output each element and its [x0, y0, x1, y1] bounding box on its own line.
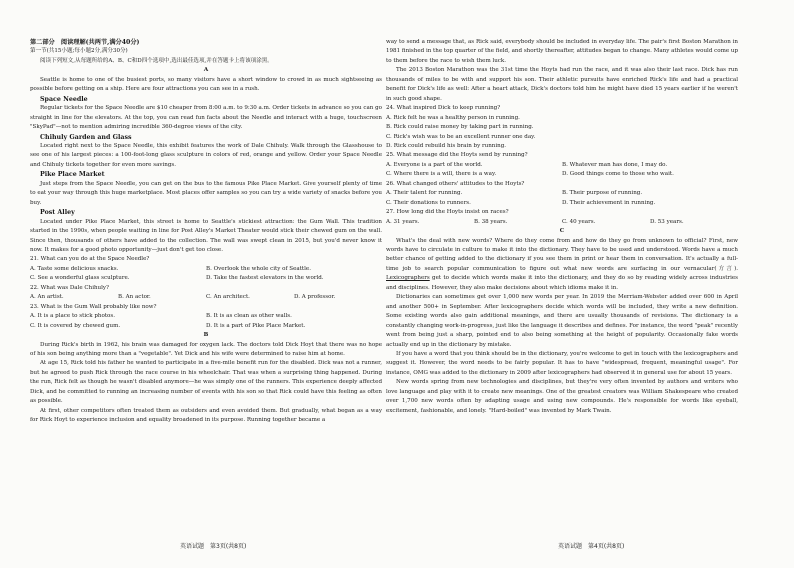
option-24-a: A. Rick felt he was a healthy person in running.	[386, 114, 520, 121]
question-25: 25. What message did the Hoyts send by running?	[386, 152, 528, 159]
option-26-d: D. Their achievement in running.	[562, 199, 656, 206]
paragraph-chihuly: Located right next to the Space Needle, this exhibit features the work of Dale Chihuly. Walk through the Glasshouse to see one of his largest pieces: a 100-foot-long glass sculpture in colors of red, orange and yellow. Order your Space Needle and Chihuly tickets together for even more savings.	[30, 142, 382, 168]
option-25-c: C. Where there is a will, there is a way.	[386, 171, 497, 178]
passage-c-paragraph-4: New words spring from new technologies and disciplines, but they're very often invented by authors and writers who love language and play with it to create new meanings. One of the greatest creators was William Shakespeare who created over 1,700 new words often by adapting usage and using new compounds. He's responsible for words like eyeball, excitement, fashionable, and lonely. "Hard-boiled" was invented by Mark Twain.	[386, 379, 738, 414]
option-27-d: D. 53 years.	[650, 218, 684, 225]
left-column	[30, 38, 382, 426]
option-22-c: C. An architect.	[206, 294, 250, 301]
heading-chihuly: Chihuly Garden and Glass	[40, 133, 132, 141]
passage-b-label: B	[203, 332, 209, 339]
question-25-options-row1	[386, 161, 738, 170]
paragraph-pike-place: Just steps from the Space Needle, you can get on the bus to the famous Pike Place Market. Give yourself plenty of time to eat your way through this huge marketplace. Most places offer samples so you can try a wide variety of snacks before you buy.	[30, 180, 382, 206]
paragraph-space-needle: Regular tickets for the Space Needle are $10 cheaper from 8:00 a.m. to 9:30 a.m. Order tickets in advance so you can go straight in line for the elevators. At the top, you can read fun facts about the Needle and interact with a huge, touchscreen "SkyPad"—not to mention admiring incredible 360-degree views of the city.	[30, 105, 382, 131]
option-21-b: B. Overlook the whole city of Seattle.	[206, 265, 311, 272]
question-27: 27. How long did the Hoyts insist on races?	[386, 209, 509, 216]
option-23-d: D. It is a part of Pike Place Market.	[206, 322, 306, 329]
question-22: 22. What was Dale Chihuly?	[30, 284, 110, 291]
option-23-c: C. It is covered by chewed gum.	[30, 322, 121, 329]
option-27-b: B. 38 years.	[474, 218, 508, 225]
option-24-b: B. Rick could raise money by taking part in running.	[386, 124, 534, 131]
passage-b-paragraph-2: At age 15, Rick told his father he wanted to participate in a five-mile benefit run for the disabled. Dick was not a runner, but he agreed to push Rick through the race course in his wheelchair. That was when a surprising thing happened. During the run, Rick felt as though he wasn't disabled anymore—he was simply one of the runners. This experience deeply affected Dick, and he committed to running an increasing number of events with his son so that Rick could have this feeling as often as possible.	[30, 360, 382, 405]
page-footer-left: 英语试题 第3页(共8页)	[180, 543, 247, 550]
heading-post-alley: Post Alley	[40, 209, 75, 217]
question-23: 23. What is the Gum Wall probably like now?	[30, 303, 157, 310]
question-26-options-row1	[386, 189, 738, 198]
passage-b-paragraph-4: The 2013 Boston Marathon was the 31st time the Hoyts had run the race, and it was also their last race. Dick has run thousands of miles to be with and support his son. Their athletic pursuits have enriched Rick's life and had a practical benefit for Dick's life as well: After a heart attack, Dick's doctors told him he might have died 15 years earlier if he weren't in such good shape.	[386, 67, 738, 102]
page-footer-right: 英语试题 第4页(共8页)	[558, 543, 625, 550]
passage-b-paragraph-3-continued: way to send a message that, as Rick said, everybody should be included in everyday life. The pair's first Boston Marathon in 1981 finished in the top quarter of the field, and shortly thereafter, attitudes began to change. Many athletes would come up to them before the race to wish them luck.	[386, 39, 739, 64]
passage-c-p1-start: What's the deal with new words? Where do they come from and how do they go from unknown to official? First, new words have to circulate in culture to make it into the dictionary. They have to be used and understood. Words have a much better chance of getting added to the dictionary if you see them in print or hear them in conversation. It's actually a full-time job to search popular communication to figure out what new words are surfacing in our vernacular(方言).	[386, 237, 738, 272]
question-25-options-row2	[386, 170, 738, 179]
option-22-b: B. An actor.	[118, 294, 151, 301]
question-22-options	[30, 293, 382, 302]
option-22-d: D. A professor.	[294, 294, 336, 301]
passage-c-paragraph-1	[386, 237, 738, 294]
option-23-b: B. It is as clean as other walls.	[206, 313, 292, 320]
heading-space-needle: Space Needle	[40, 95, 88, 103]
question-21: 21. What can you do at the Space Needle?	[30, 256, 150, 263]
right-column	[386, 38, 738, 416]
option-27-c: C. 40 years.	[562, 218, 596, 225]
instruction-text: 阅读下列短文,从每题所给的A、B、C和D四个选项中,选出最佳选项,并在答题卡上将该项涂黑。	[40, 57, 273, 64]
option-23-a: A. It is a place to stick photos.	[30, 313, 116, 320]
question-21-options-row1	[30, 265, 382, 274]
underlined-word-lexicographers: Lexicographers	[386, 275, 430, 282]
question-26-options-row2	[386, 199, 738, 208]
section-title: 第二部分 阅读理解(共两节,满分40分)	[30, 39, 140, 46]
option-24-c: C. Rick's wish was to be an excellent runner one day.	[386, 133, 536, 140]
option-26-c: C. Their donations to runners.	[386, 199, 471, 206]
passage-a-label: A	[203, 67, 209, 74]
question-23-options-row1	[30, 312, 382, 321]
option-25-d: D. Good things come to those who wait.	[562, 171, 674, 178]
option-22-a: A. An artist.	[30, 294, 64, 301]
passage-c-paragraph-3: If you have a word that you think should be in the dictionary, you're welcome to get in touch with the lexicographers and suggest it. However, the word needs to be fairly popular. It has to have "widespread, frequent, meaningful usage". For instance, OMG was added to the dictionary in 2009 after lexicographers had observed it in general use for about 15 years.	[386, 350, 738, 376]
passage-b-paragraph-3: At first, other competitors often treated them as outsiders and even avoided them. But gradually, what began as a way for Rick Hoyt to experience inclusion and equality broadened in its purpose. Running together became a	[30, 407, 382, 424]
question-26: 26. What changed others' attitudes to the Hoyts?	[386, 180, 525, 187]
option-25-a: A. Everyone is a part of the world.	[386, 161, 483, 168]
option-21-a: A. Taste some delicious snacks.	[30, 265, 119, 272]
option-21-d: D. Take the fastest elevators in the world.	[206, 275, 324, 282]
option-21-c: C. See a wonderful glass sculpture.	[30, 275, 130, 282]
option-26-a: A. Their talent for running.	[386, 190, 463, 197]
question-21-options-row2	[30, 274, 382, 283]
passage-b-paragraph-1: During Rick's birth in 1962, his brain was damaged for oxygen lack. The doctors told Dick Hoyt that there was no hope of his son being anything more than a "vegetable". Yet Dick and his wife were determined to raise him at home.	[30, 341, 382, 357]
paragraph-post-alley: Located under Pike Place Market, this street is home to Seattle's stickiest attraction: the Gum Wall. This tradition started in the 1990s, when people waiting in line for Post Alley's Market Theater would stick their chewed gum on the wall. Since then, thousands of others have added to the collection. The wall was swept clean in 2015, but you'd never know it now. It makes for a good photo opportunity—just don't get too close.	[30, 218, 382, 253]
option-24-d: D. Rick could rebuild his brain by running.	[386, 142, 507, 149]
option-27-a: A. 31 years.	[386, 218, 420, 225]
option-26-b: B. Their purpose of running.	[562, 190, 643, 197]
question-24: 24. What inspired Dick to keep running?	[386, 105, 501, 112]
passage-c-paragraph-2: Dictionaries can sometimes get over 1,000 new words per year. In 2019 the Merriam-Webster added over 600 in April and another 500+ in September. After lexicographers decide which words will be included, they write a new definition. Some existing words also gain additional meanings, and there are usually thousands of revisions. The dictionary is a constantly changing work-in-progress, just like the language it describes and defines. For instance, the word "peak" recently went from being just a sharp, pointed end to also being something at the height of popularity. Occasionally fake words actually end up in the dictionary by mistake.	[386, 294, 738, 348]
passage-c-p1-end: get to decide which words make it into the dictionary, and they do so by reading widely across industries and disciplines. However, they also make decisions about which idioms make it in.	[386, 275, 738, 291]
question-27-options	[386, 218, 738, 227]
question-23-options-row2	[30, 322, 382, 331]
section-subtitle: 第一节(共15小题;每小题2分,满分30分)	[30, 48, 128, 55]
option-25-b: B. Whatever man has done, I may do.	[562, 161, 668, 168]
passage-c-label: C	[559, 228, 565, 235]
heading-pike-place: Pike Place Market	[40, 171, 105, 179]
passage-a-intro: Seattle is home to one of the busiest ports, so many visitors have a short window to crowd in as much sightseeing as possible before getting on a ship. Here are four attractions you can see in a rush.	[30, 76, 382, 93]
